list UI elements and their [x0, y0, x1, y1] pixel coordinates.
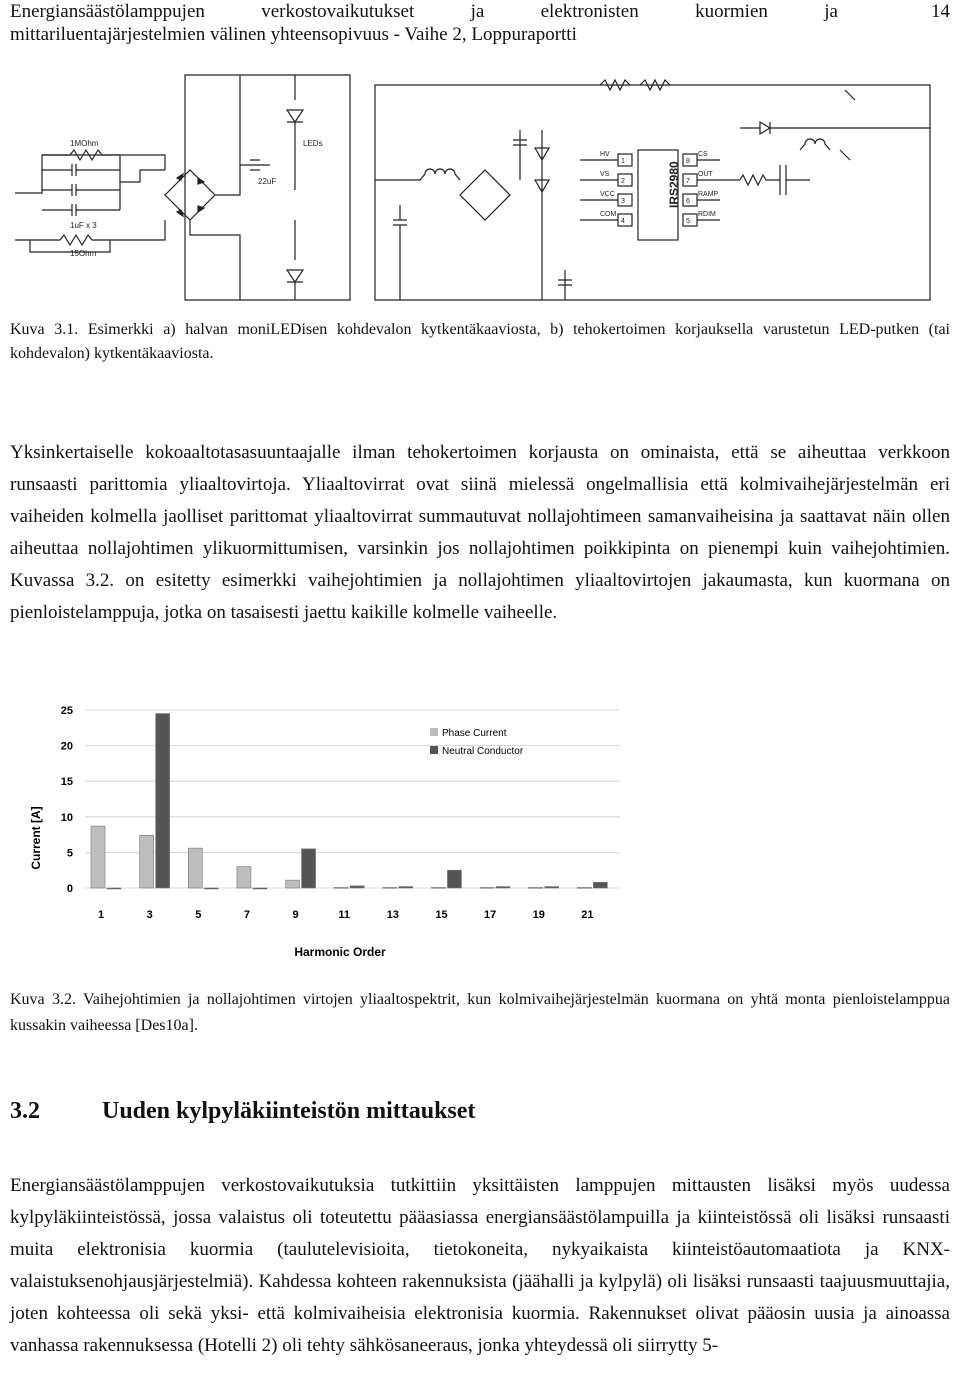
bar-phase-current: [529, 887, 543, 888]
chart-bars: [91, 714, 607, 889]
label-caps: 1uF x 3: [70, 221, 97, 230]
header-word: elektronisten: [540, 1, 639, 22]
pin-number: 2: [621, 178, 625, 185]
diode-symbol: [535, 130, 549, 300]
header-word: kuormien: [695, 1, 768, 22]
capacitor-symbol: [42, 184, 120, 196]
legend-swatch-neutral: [430, 746, 438, 754]
pin-label-out: OUT: [698, 171, 713, 178]
inductor-symbol: [375, 169, 460, 180]
header-word: verkostovaikutukset: [261, 1, 415, 22]
circuit-figure: [0, 70, 960, 310]
x-tick-label: 1: [97, 909, 105, 921]
bar-neutral-conductor: [447, 870, 461, 888]
pin-number: 8: [686, 158, 690, 165]
bar-neutral-conductor: [156, 714, 170, 888]
diode-symbol: [740, 122, 930, 134]
bar-neutral-conductor: [107, 888, 121, 889]
bar-neutral-conductor: [350, 886, 364, 888]
bar-phase-current: [91, 826, 105, 888]
x-tick-label: 9: [292, 909, 299, 921]
bar-phase-current: [188, 848, 202, 888]
bar-phase-current: [140, 835, 154, 888]
led-symbol: [287, 75, 303, 190]
bar-phase-current: [480, 887, 494, 888]
pin-number: 5: [686, 218, 690, 225]
x-tick-label: 11: [338, 909, 351, 921]
bar-phase-current: [237, 867, 251, 888]
pin-number: 7: [686, 178, 690, 185]
x-tick-label: 7: [243, 909, 250, 921]
capacitor-symbol: [42, 204, 120, 216]
mosfet-symbol: [780, 165, 810, 195]
header-word: Energiansäästölamppujen: [10, 1, 205, 22]
y-tick-label: 0: [66, 883, 73, 895]
led-symbol: [287, 220, 303, 300]
x-axis-label: Harmonic Order: [294, 945, 386, 959]
bar-phase-current: [577, 887, 591, 888]
pin-label-com: COM: [600, 211, 617, 218]
pin-label-ramp: RAMP: [698, 191, 719, 198]
bridge-rectifier: [460, 170, 510, 220]
y-tick-label: 20: [60, 740, 73, 753]
label-22uf: 22uF: [258, 177, 277, 186]
legend-neutral-conductor: Neutral Conductor: [442, 746, 524, 757]
figure-caption-2: Kuva 3.2. Vaihejohtimien ja nollajohtimen virtojen yliaaltospektrit, kun kolmivaihejärjestelmän kuormana on yhtä monta pienloistelamppua kussakin vaiheessa [Des10a].: [10, 991, 950, 1034]
x-tick-label: 19: [532, 909, 545, 921]
capacitor-symbol: [42, 164, 120, 176]
bar-neutral-conductor: [399, 887, 413, 888]
pin-label-hv: HV: [600, 151, 610, 158]
harmonic-chart: [0, 688, 960, 968]
ic-chip-label: IRS2980: [667, 161, 681, 208]
y-tick-label: 10: [60, 811, 73, 824]
x-tick-labels: [98, 909, 594, 921]
header-word: ja: [824, 1, 838, 22]
x-tick-label: 13: [386, 909, 399, 921]
resistor-symbol: [740, 175, 780, 185]
section-heading: [10, 1098, 475, 1125]
bar-neutral-conductor: [593, 882, 607, 888]
x-tick-label: 3: [146, 909, 153, 921]
x-tick-label: 21: [581, 909, 594, 921]
bar-neutral-conductor: [204, 888, 218, 889]
pin-number: 4: [621, 218, 625, 225]
x-tick-label: 17: [483, 909, 497, 921]
legend-swatch-phase: [430, 728, 438, 736]
y-tick-label: 25: [60, 705, 73, 717]
bar-phase-current: [334, 887, 348, 888]
pin-label-vcc: VCC: [600, 191, 615, 198]
bar-neutral-conductor: [253, 888, 267, 889]
resistor-symbol: [30, 235, 110, 245]
pin-number: 6: [686, 198, 690, 205]
chart-legend: [430, 728, 524, 757]
left-circuit: [15, 75, 350, 300]
label-leds: LEDs: [303, 139, 323, 148]
right-circuit: [375, 80, 930, 300]
label-1mohm: 1MOhm: [70, 139, 99, 148]
bar-neutral-conductor: [545, 887, 559, 888]
bar-phase-current: [286, 880, 300, 888]
bar-neutral-conductor: [302, 849, 316, 888]
body-paragraph-1: Yksinkertaiselle kokoaaltotasasuuntaajalle ilman tehokertoimen korjausta on ominaista, että se aiheuttaa verkkoon runsaasti parittomia yliaaltovirtoja. Yliaaltovirrat ovat siinä mielessä ongelmallisia että kolmivaihejärjestelmän eri vaiheiden kolmella jaolliset parittomat yliaaltovirrat summautuvat nollajohtimeen samanvaiheisina ja saattavat näin ollen aiheuttaa nollajohtimen ylikuormittumisen, varsinkin jos nollajohtimen poikkipinta on pienempi kuin vaihejohtimien. Kuvassa 3.2. on esitetty esimerkki vaihejohtimien ja nollajohtimen yliaaltovirtojen jakaumasta, kun kuormana on pienloistelamppuja, jotka on tasaisesti jaettu kaikille kolmelle vaiheelle.: [10, 442, 950, 623]
pin-label-cs: CS: [698, 151, 708, 158]
legend-phase-current: Phase Current: [442, 728, 507, 739]
section-title: Uuden kylpyläkiinteistön mittaukset: [102, 1098, 476, 1124]
bar-phase-current: [431, 887, 445, 888]
figure-caption-1: Kuva 3.1. Esimerkki a) halvan moniLEDisen kohdevalon kytkentäkaaviosta, b) tehokertoimen korjauksella varustetun LED-putken (tai kohdevalon) kytkentäkaaviosta.: [10, 321, 950, 362]
bridge-rectifier: [165, 170, 215, 220]
y-tick-label: 15: [60, 776, 73, 789]
x-tick-label: 5: [195, 909, 202, 921]
header-line-2: mittariluentajärjestelmien välinen yhteensopivuus - Vaihe 2, Loppuraportti: [10, 24, 577, 45]
body-paragraph-2: Energiansäästölamppujen verkostovaikutuksia tutkittiin yksittäisten lamppujen mittausten lisäksi myös uudessa kylpyläkiinteistössä, jossa valaistus oli toteutettu pääasiassa energiansäästölampuilla ja kiinteistössä oli lisäksi runsaasti muita elektronisia kuormia (taulutelevisioita, tietokoneita, nykyaikaista kiinteistöautomaatiota ja KNX-valaistuksenohjausjärjestelmiä). Kahdessa kohteen rakennuksista (jäähalli ja kylpylä) oli lisäksi runsaasti taajuusmuuttajia, joten kohteessa oli sekä yksi- että kolmivaiheisia elektronisia kuormia. Rakennukset olivat pääosin uusia ja ainoassa vanhassa rakennuksessa (Hotelli 2) oli tehty sähkösaneeraus, jonka yhteydessä oli siirrytty 5-: [10, 1175, 950, 1356]
bar-phase-current: [383, 887, 397, 888]
y-axis-label: Current [A]: [29, 806, 43, 870]
x-tick-label: 15: [435, 909, 448, 921]
pin-label-vs: VS: [600, 171, 610, 178]
pin-number: 1: [621, 158, 625, 165]
header-word: ja: [470, 1, 485, 22]
label-15ohm: 15Ohm: [70, 249, 97, 258]
section-number: 3.2: [10, 1098, 40, 1124]
y-tick-label: 5: [66, 847, 73, 860]
bar-neutral-conductor: [496, 887, 510, 888]
page-number: 14: [931, 1, 950, 22]
pin-label-rdim: RDIM: [698, 211, 716, 218]
capacitor-symbol: [393, 205, 407, 300]
y-tick-labels: [61, 705, 73, 895]
header-line-1: [10, 0, 838, 23]
running-header: [10, 0, 950, 46]
pin-number: 3: [621, 198, 625, 205]
